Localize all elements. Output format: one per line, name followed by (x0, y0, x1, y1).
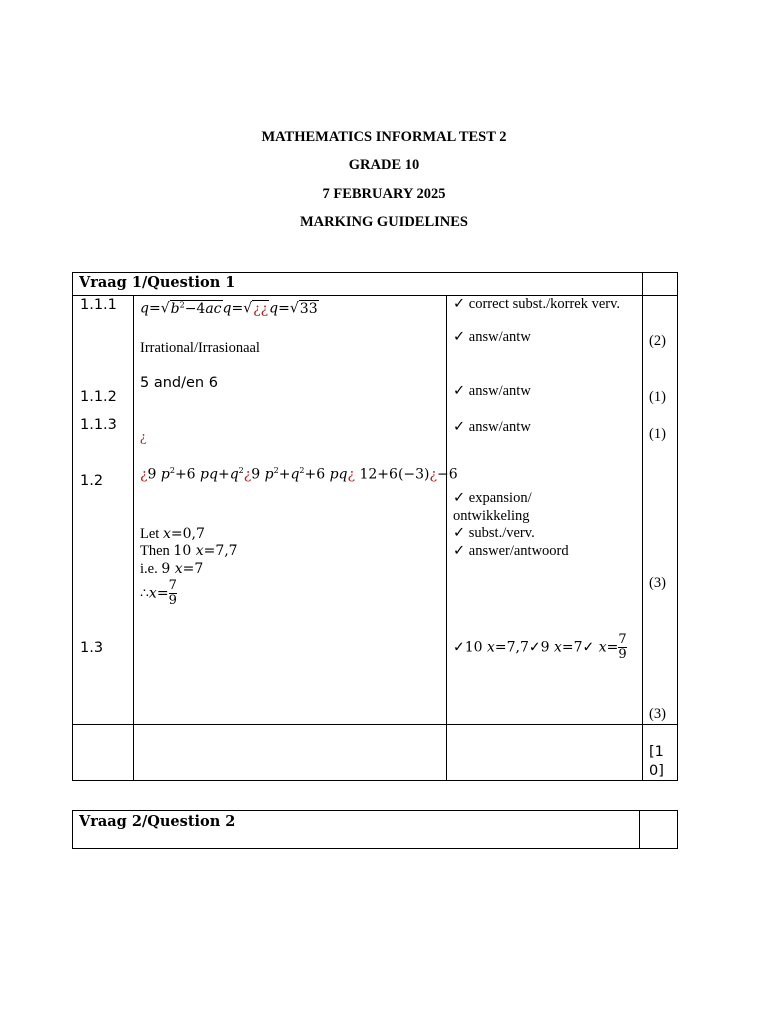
marks-1-2: (3) (649, 575, 666, 591)
answer-1-1-3: ¿ (140, 429, 147, 445)
marking-guidelines-title: MARKING GUIDELINES (300, 214, 468, 230)
then-label: Then (140, 543, 170, 559)
question-number-1-1-1: 1.1.1 (80, 297, 117, 313)
working-line-then: Then 10 x=7,7̇ (140, 543, 238, 559)
test-title: MATHEMATICS INFORMAL TEST 2 (261, 129, 507, 145)
question-number-1-1-2: 1.1.2 (80, 389, 117, 405)
memo-mark-answer: ✓ answer/antwoord (453, 543, 569, 559)
memo-mark-subst: ✓ correct subst./korrek verv. (453, 296, 621, 312)
grade-label: GRADE 10 (348, 157, 420, 173)
question2-heading: Vraag 2/Question 2 (79, 813, 236, 830)
question-number-1-1-3: 1.1.3 (80, 417, 117, 433)
let-label: Let (140, 526, 160, 542)
memo-mark-answ-1: ✓ answ/antw (453, 329, 531, 345)
memo-mark-subst-verv: ✓ subst./verv. (453, 525, 535, 541)
memo-mark-expansion-af: ontwikkeling (453, 508, 530, 524)
answer-1-1-2: 5 and/en 6 (140, 375, 218, 391)
working-line-let: Let x=0,7 (140, 526, 205, 542)
memo-mark-expansion: ✓ expansion/ (453, 490, 532, 506)
total-question-1: [10] (649, 744, 664, 779)
working-line-ie: i.e. 9 x=7 (140, 561, 204, 577)
test-date: 7 FEBRUARY 2025 (322, 186, 446, 202)
marks-1-1-2: (1) (649, 389, 666, 405)
expansion-working-1-2: ¿9 $p^2+6$ $pq+q^2¿9$ $p^2+q^2+6$ pq¿ 12+6(−3)¿−6 (140, 466, 458, 483)
memo-mark-answ-2: ✓ answ/antw (453, 383, 531, 399)
working-line-therefore: ∴x= $\frac{7}{9}$ (140, 578, 177, 608)
ie-label: i.e. (140, 561, 158, 577)
question1-heading: Vraag 1/Question 1 (79, 274, 236, 291)
memo-mark-answ-3: ✓ answ/antw (453, 419, 531, 435)
marks-1-1-3: (1) (649, 426, 666, 442)
question-number-1-3: 1.3 (80, 640, 104, 656)
question-number-1-2: 1.2 (80, 473, 104, 489)
marks-1-1-1: (2) (649, 333, 666, 349)
irrational-answer: Irrational/Irrasionaal (140, 340, 260, 356)
formula-1-1-1: $q=√b^2-4acq=√¿¿q=√33$ (140, 300, 318, 317)
marks-1-3: (3) (649, 706, 666, 722)
memo-marks-1-3: ✓10 x=7,7✓9 x=7✓ x= $\frac{7}{9}$ (453, 632, 627, 662)
